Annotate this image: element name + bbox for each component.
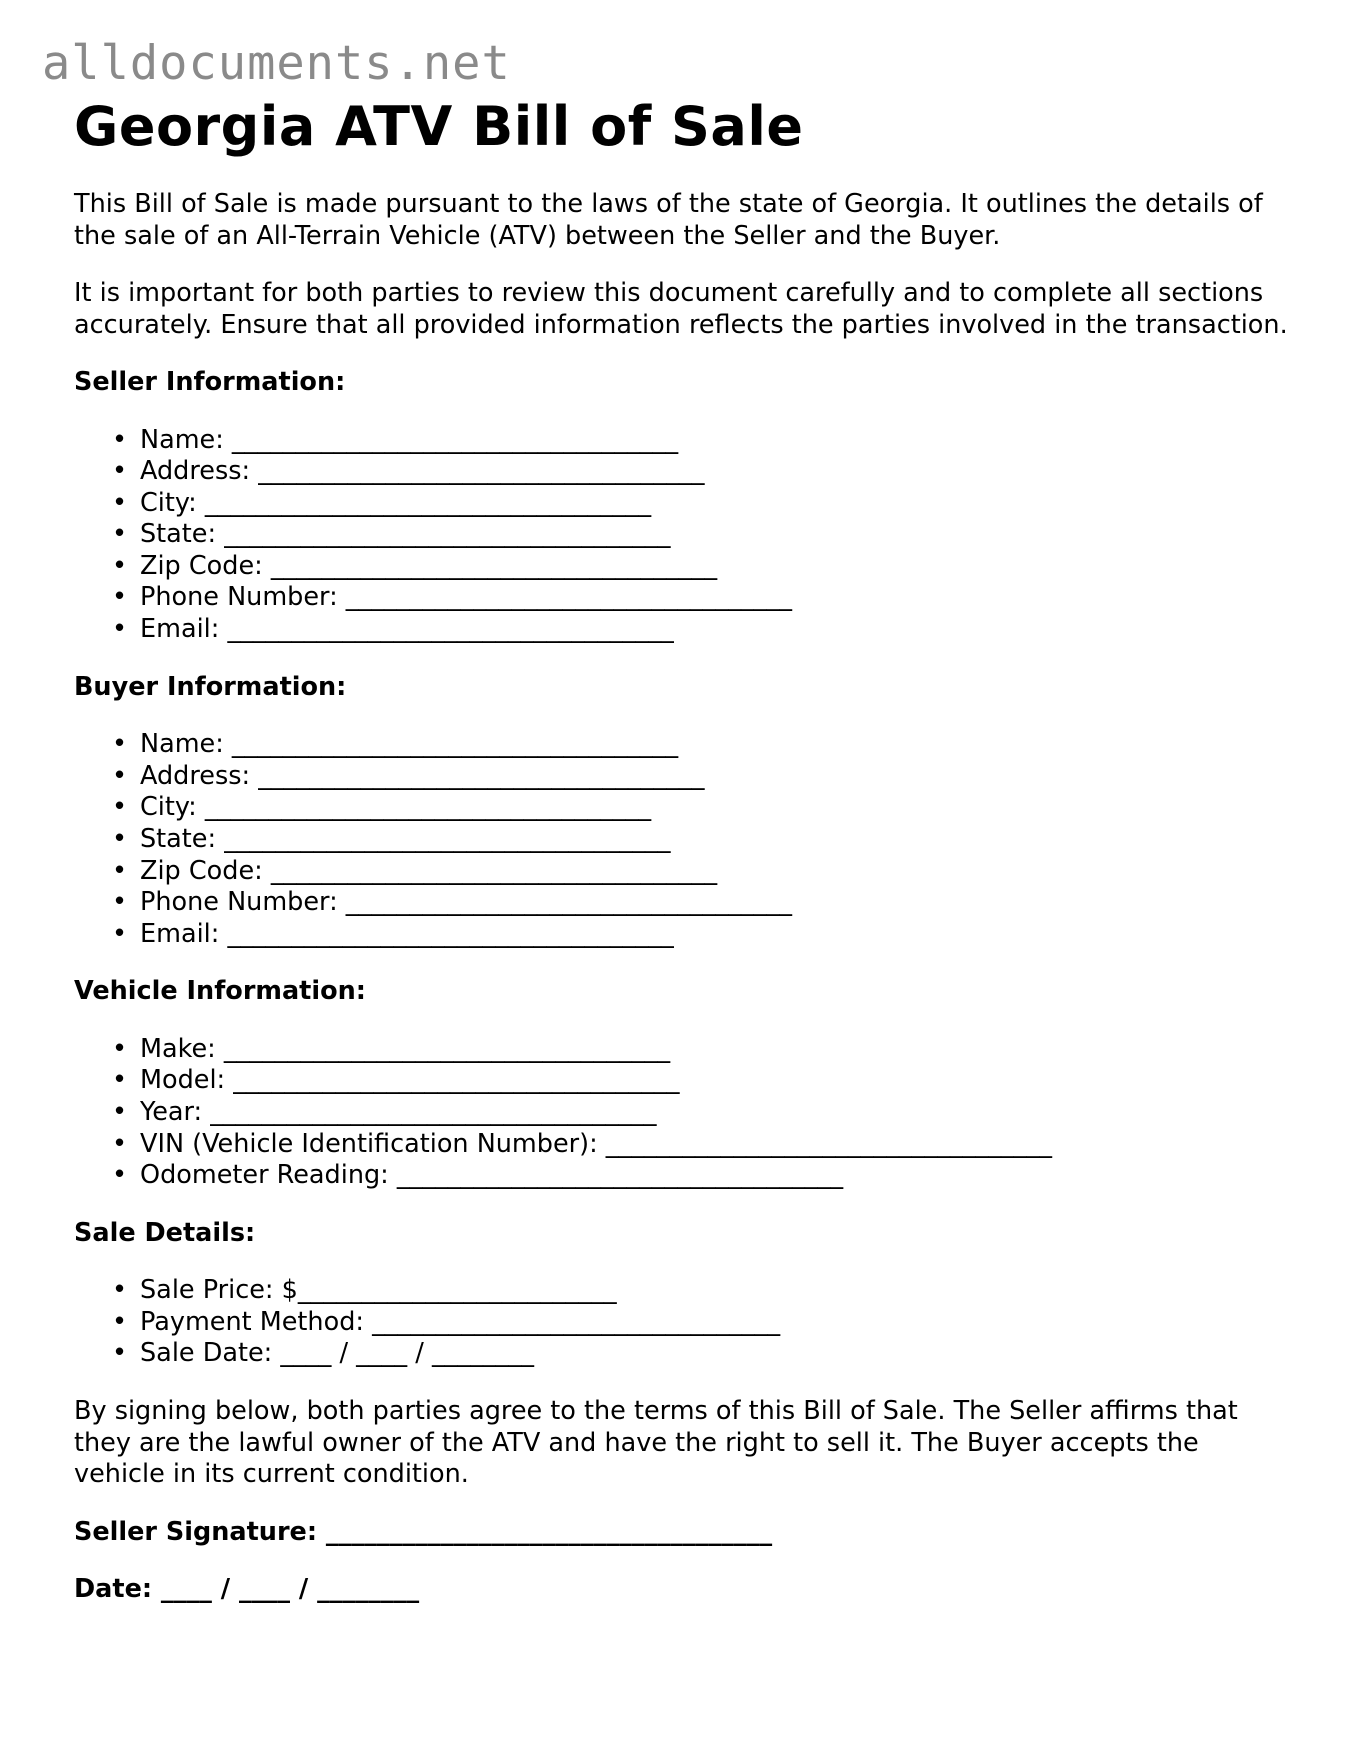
bullet-icon: • (112, 1275, 128, 1306)
vehicle-make-field[interactable] (74, 1034, 1294, 1066)
field-label: Make: ___________________________________ (140, 1033, 671, 1064)
seller-email-field[interactable] (74, 614, 1294, 646)
bullet-icon: • (112, 519, 128, 550)
seller-zip-field[interactable] (74, 551, 1294, 583)
field-label: Address: ___________________________________ (140, 456, 705, 487)
field-label: Address: ___________________________________ (140, 760, 705, 791)
field-label: Payment Method: ________________________________ (140, 1306, 781, 1337)
bullet-icon: • (112, 792, 128, 823)
field-label: Year: ___________________________________ (140, 1097, 657, 1127)
bullet-icon: • (112, 487, 128, 518)
seller-city-field[interactable] (74, 488, 1294, 520)
bullet-icon: • (112, 614, 128, 645)
bullet-icon: • (112, 582, 128, 613)
seller-signature-field[interactable]: Seller Signature: ___________________________________ (74, 1516, 773, 1547)
seller-name-field[interactable] (74, 425, 1294, 457)
field-label: Name: ___________________________________ (140, 424, 679, 455)
buyer-name-field[interactable] (74, 729, 1294, 761)
sale-price-field[interactable] (74, 1275, 1294, 1307)
field-label: State: ___________________________________ (140, 823, 671, 854)
vehicle-section-heading: Vehicle Information: (74, 976, 366, 1007)
buyer-state-field[interactable] (74, 824, 1294, 856)
buyer-section-heading: Buyer Information: (74, 671, 347, 702)
vehicle-field-list (74, 1034, 1294, 1192)
field-label: City: ___________________________________ (140, 792, 652, 823)
field-label: Zip Code: ___________________________________ (140, 855, 718, 886)
bullet-icon: • (112, 1097, 128, 1127)
intro-paragraph-2: It is important for both parties to review this document carefully and to complete all sections accurately. Ensure that all provided information reflects the parties involved in the transaction. (74, 278, 1288, 340)
bullet-icon: • (112, 550, 128, 581)
watermark-text: alldocuments.net (42, 36, 511, 91)
seller-address-field[interactable] (74, 456, 1294, 488)
bullet-icon: • (112, 918, 128, 949)
bullet-icon: • (112, 887, 128, 918)
seller-field-list (74, 425, 1294, 646)
field-label: Sale Date: ____ / ____ / ________ (140, 1338, 534, 1369)
field-label: City: ___________________________________ (140, 487, 652, 518)
buyer-email-field[interactable] (74, 919, 1294, 951)
bullet-icon: • (112, 855, 128, 886)
sale-section-heading: Sale Details: (74, 1217, 256, 1248)
bullet-icon: • (112, 823, 128, 854)
field-label: Model: ___________________________________ (140, 1065, 680, 1096)
vehicle-year-field[interactable] (74, 1097, 1294, 1129)
seller-phone-field[interactable] (74, 582, 1294, 614)
field-label: Email: ___________________________________ (140, 614, 674, 645)
bullet-icon: • (112, 760, 128, 791)
bullet-icon: • (112, 456, 128, 487)
buyer-city-field[interactable] (74, 792, 1294, 824)
field-label: State: ___________________________________ (140, 519, 671, 550)
bullet-icon: • (112, 1338, 128, 1369)
field-label: VIN (Vehicle Identification Number): ___________________________________ (140, 1128, 1053, 1159)
bullet-icon: • (112, 1065, 128, 1096)
bullet-icon: • (112, 1033, 128, 1064)
buyer-address-field[interactable] (74, 761, 1294, 793)
field-label: Phone Number: ___________________________________ (140, 582, 793, 613)
field-label: Email: ___________________________________ (140, 918, 674, 949)
payment-method-field[interactable] (74, 1307, 1294, 1339)
bullet-icon: • (112, 729, 128, 760)
sale-field-list (74, 1275, 1294, 1370)
vehicle-model-field[interactable] (74, 1065, 1294, 1097)
bullet-icon: • (112, 424, 128, 455)
sale-date-field[interactable] (74, 1338, 1294, 1370)
bullet-icon: • (112, 1306, 128, 1337)
vehicle-odometer-field[interactable] (74, 1160, 1294, 1192)
closing-paragraph: By signing below, both parties agree to the terms of this Bill of Sale. The Seller affirms that they are the lawful owner of the ATV and have the right to sell it. The Buyer accepts the vehicle in its current condition. (74, 1396, 1238, 1490)
field-label: Phone Number: ___________________________________ (140, 887, 793, 918)
bullet-icon: • (112, 1128, 128, 1159)
document-page (74, 95, 1294, 1606)
seller-section-heading: Seller Information: (74, 367, 346, 397)
field-label: Name: ___________________________________ (140, 729, 679, 760)
buyer-phone-field[interactable] (74, 887, 1294, 919)
signature-date-field[interactable]: Date: ____ / ____ / ________ (74, 1574, 420, 1605)
intro-paragraph-1: This Bill of Sale is made pursuant to the laws of the state of Georgia. It outlines the details of the sale of an All-Terrain Vehicle (ATV) between the Seller and the Buyer. (74, 189, 1263, 251)
field-label: Odometer Reading: ___________________________________ (140, 1160, 844, 1191)
buyer-field-list (74, 729, 1294, 950)
field-label: Zip Code: ___________________________________ (140, 550, 718, 581)
bullet-icon: • (112, 1160, 128, 1191)
buyer-zip-field[interactable] (74, 856, 1294, 888)
document-title: Georgia ATV Bill of Sale (74, 95, 804, 158)
seller-state-field[interactable] (74, 519, 1294, 551)
field-label: Sale Price: $_________________________ (140, 1275, 617, 1306)
vehicle-vin-field[interactable] (74, 1129, 1294, 1161)
